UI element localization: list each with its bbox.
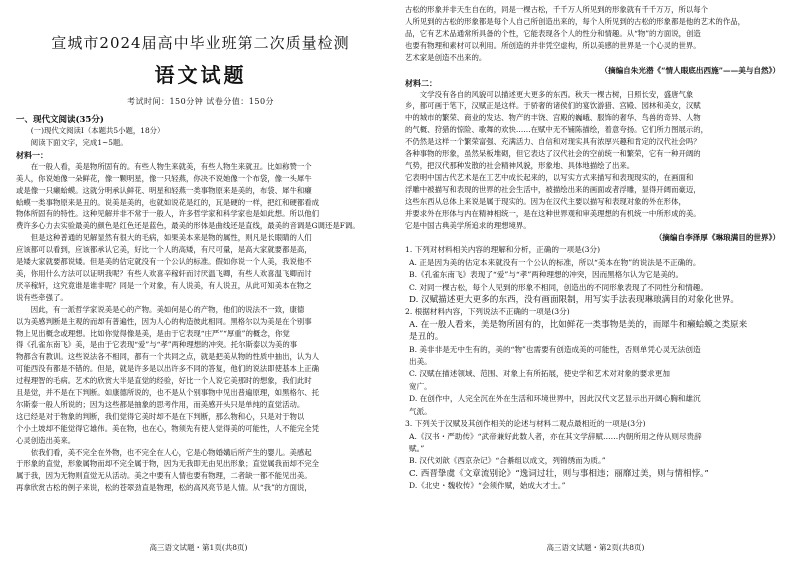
paragraph-line: 艺术家是创造不出来的。: [405, 52, 487, 62]
answer-option: C. 对同一棵古松，每个人见到的形象不相同，创造出的不同形象表现了不同性分和情趣。: [409, 282, 708, 292]
paragraph-line: 因此，有一派哲学家说美是心的产物。美如何是心的产物，他们的说法不一致，康德: [30, 304, 305, 314]
question-list: [405, 244, 780, 492]
material1-body: [16, 161, 385, 494]
paragraph-line: 古松的形象并非天生自在的，同是一棵古松，千千万人所见到的形象就有千千万万，所以每个: [405, 5, 709, 14]
source-citation-2: （摘编自李泽厚《琳琅满目的世界》）: [654, 233, 780, 243]
instruction: 阅读下面文字，完成1~5题。: [30, 137, 128, 147]
answer-option: A.《汉书・严助传》“武帝兼好此数人者，亦在其文学辞赋……内朝所用之侍从则尽贵辞: [409, 431, 702, 441]
paragraph-line: 尔斯泰一般人所说的；因为这些都是抽象的思考作用，而美感开头只是单纯的直觉活动。: [16, 399, 305, 409]
question-stem: 2. 根据材料内容，下列说法不正确的一项是(3分): [405, 307, 570, 317]
paragraph-line: 品，它有艺术品通常所具备的个性，它能表现各个人的性分和情趣。从“物”的方面说，创造: [405, 28, 701, 38]
paragraph-line: 可能西没有都是不错的。但是，就是许多是以出许多不同的答复，他们的说法即使基本上正确: [16, 364, 320, 374]
paragraph-line: 费许多心力去实验最美的颜色是红色还是蓝色，最美的形体是曲线还是直线，最美的音调是G调还是F调。: [16, 221, 360, 231]
paragraph-line: 但是这种普通的见解显然有很大的毛病，如果美本来是物的属性，则凡是长眼睛的人们: [30, 233, 312, 243]
answer-option: 气派。: [409, 406, 432, 416]
paragraph-line: 应该都可以看到，应该都承认它美，好比一个人的高矮，有尺可量，是高大家就要都是高，: [16, 245, 312, 255]
material2-body: [405, 89, 780, 232]
paragraph-line: 的气概、狩猎的惊险、歌舞的欢快……在赋中无不铺陈描绘，着意夸扬。它们所力图展示的，: [405, 125, 709, 135]
answer-option: D. 汉赋描述更大更多的东西，没有画面限制，用写实手法表现琳琅满目的对象化世界。: [409, 295, 740, 306]
paragraph-line: 依我们看，美不完全在外物，也不完全在人心，它是心物婚媾后所产生的婴儿。美感起: [30, 447, 312, 457]
paragraph-line: 属于我，因为无物则直觉无从活动。美之中要有人情也要有物理，二者缺一都不能见出美。: [16, 471, 312, 481]
exam-meta: 考试时间：150分钟 试卷分值：150分: [126, 97, 275, 106]
paragraph-line: 以为美感判断是主观的而却有普遍性，因为人心的构造彼此相同。黑格尔以为美是在个别事: [16, 316, 312, 326]
answer-option: A. 在一般人看来，美是物所固有的，比如鲜花一类事物是美的，而犀牛和癞蛤蟆之类原来: [409, 319, 748, 330]
paragraph-line: 过程理智的毛病。艺术的欣赏大半是直觉的经验，好比一个人说它美那时的想象，我们此时: [16, 376, 312, 386]
paragraph-line: 说有些牵强了。: [16, 292, 68, 302]
paragraph-line: 气势，把汉代那种发散的社会精神风貌，形象地、具体地描绘了出来。: [405, 160, 635, 170]
answer-option: D. 在创作中，人完全沉在外在生活和环境世界中，因此汉代文艺显示出开阔心胸和雄沉: [409, 394, 701, 404]
page-footer-left: 高三语文试题・第1页(共8页): [149, 543, 248, 552]
paragraph-line: 乡，都可画于笔下，汉赋正是这样。于骄奢的诸侯们的宴饮游猎、宫殿、园林和美女，汉赋: [405, 101, 701, 111]
paragraph-line: 在一般人看，美是物所固有的。有些人物生来就美，有些人物生来就丑。比如称赞一个: [30, 161, 312, 171]
answer-option: C. 汉赋在描述领域、范围、对象上有所拓展，使史学和艺术对对象的要求更加: [409, 369, 670, 379]
paragraph-line: 人所见到的古松的形象都是每个人自己所创造出来的，每个人所见到的古松的形象都是他的艺术的作品，: [405, 16, 745, 26]
answer-option: B. 汉代刘歆《西京杂记》“合綦组以成文，列锦绣而为质。”: [409, 456, 606, 466]
answer-option: A. 正是因为美的估定本来就没有一个公认的标准，所以“美本在物”的说法是不正确的。: [409, 257, 701, 267]
paragraph-line: 美人，你说她像一朵鲜花，像一颗明星，像一只轻燕，你决不说她像一个布袋，像一头犀牛: [16, 173, 312, 183]
paragraph-line: 厌辛稼轩，这究竟谁是谁非呢？同是一个对象，有人说美，有人说丑，从此可知美本在物之: [16, 280, 312, 290]
answer-option: B.《孔雀东南飞》表现了“爱”与“孝”两种理想的冲突，因而黑格尔认为它是美的。: [409, 270, 684, 280]
answer-option: 是丑的。: [409, 332, 444, 343]
paragraph-line: 这些东西从总体上来说是属于现实的。因为在汉代主要以描写和表现对象的外在形体，: [405, 196, 686, 206]
paragraph-line: 不仍然是这样一个繁荣富强、充满活力、自信和对现实具有浓厚兴趣和肯定的汉代社会吗？: [405, 137, 701, 147]
source-citation-1: （摘编自朱光潜《“情人眼底出西施”——美与自然》）: [600, 65, 780, 75]
material1-label: 材料一：: [16, 149, 48, 160]
paragraph-line: 浮雕中被描写和表现的世界的社会生活中，被描绘出来的画面或者浮雕，显得开阔而豪迈，: [405, 184, 701, 194]
subsection-heading: (一)现代文阅读Ⅰ（本题共5小题，18分）: [30, 126, 165, 135]
paragraph-line: 或是像一只癞蛤蟆。这就分明承认鲜花、明星和轻燕一类事物原来是美的，布袋、犀牛和癞: [16, 185, 312, 195]
paragraph-line: 物体所固有的特性。这种见解并非不常于一般人，许多哲学家和科学家也是如此想。所以他们: [16, 209, 320, 219]
paragraph-line: 它是中国古典美学所追求的理想境界。: [405, 220, 531, 230]
paragraph-line: 文学没有各自的风貌可以描述更大更多的东西。秋天一棵古树，日照长安，盛唐气象: [419, 89, 694, 99]
paragraph-line: 它表明中国古代艺术是在工艺中成长起来的，以写实方式来描写和表现现实的，在画面和: [405, 172, 694, 182]
question-stem: 3. 下列关于汉赋及其创作相关的论述与材料二观点最相近的一项是(3分): [405, 419, 646, 429]
paragraph-line: 是矮大家就要都说矮。但是美的估定就没有一个公认的标准。假如你说一个人美，我说他不: [16, 257, 312, 267]
section-heading: 一、现代文阅读(35分): [16, 115, 104, 125]
answer-option: D.《北史・魏收传》“会须作赋，始成大才士。”: [409, 481, 566, 491]
answer-option: 赋。”: [409, 443, 425, 453]
paragraph-line: 物上见出概念或理想。比如你觉得像是美，是由于它表现“庄严”“厚重”的概念，你觉: [16, 328, 290, 338]
paragraph-line: 于形象的直觉，形象属物而却不完全属于物，因为无我即无由见出形象；直觉属我而却不完全: [16, 459, 320, 469]
paragraph-line: 再拿欣赏古松的例子来说，松的苍翠劲直是物理，松的高风亮节是人情。从“我”的方面说，: [16, 483, 312, 493]
material1-continued: [405, 4, 780, 64]
paragraph-line: 美，你用什么方法可以证明我呢？有些人欢喜辛稼轩而讨厌温飞卿，有些人欢喜温飞卿而讨: [16, 268, 312, 278]
paragraph-line: 个小土坡却不能觉得它雄伟。美在物，也在心，物须先有使人觉得美的可能性，人不能完全凭: [16, 423, 320, 433]
paragraph-line: 中的城市的繁荣、商业的发达、物产的丰饶、宫殿的巍峨、服饰的奢华、鸟兽的奇异、人物: [405, 113, 701, 123]
material2-label: 材料二：: [405, 77, 437, 88]
answer-option: C. 西晋挚虞《文章流别论》“逸词过壮，则与事相违；丽靡过美，则与情相悖。”: [409, 468, 709, 479]
question-stem: 1. 下列对材料相关内容的理解和分析，正确的一项是(3分): [405, 245, 601, 255]
paragraph-line: 各种事物的形象，虽然呆板堆砌，但它表达了汉代社会的空前统一和繁荣，它有一种开阔的: [405, 149, 701, 159]
paragraph-line: 蛤蟆一类事物原来是丑的。说美是美的，也就如说花是红的，瓦是硬的一样，把红和硬都看成: [16, 197, 320, 207]
answer-option: 出美。: [409, 357, 432, 367]
subject-title: 语文试题: [154, 63, 247, 87]
paragraph-line: 这已经是对于物象的判断，我们觉得它美时却不是在下判断，那么物和心，只是对于物以: [16, 411, 305, 421]
answer-option: B. 美非非是无中生有的，美的“物”也需要有创造成美的可能性，否则单凭心灵无法创造: [409, 344, 701, 354]
paragraph-line: 得《孔雀东南飞》美，是由于它表现“爱”与“孝”两种理想的冲突。托尔斯泰以为美的事: [16, 340, 298, 350]
paragraph-line: 也要有物理和素材可以利用。所创造的并非凭空虚构，所以美感的世界是一个心灵的世界。: [405, 40, 701, 50]
answer-option: 宽广。: [409, 381, 432, 391]
page-footer-right: 高三语文试题・第2页(共8页): [546, 543, 645, 552]
page-right: [397, 0, 794, 561]
paragraph-line: 并要求外在形体与内在精神相统一，是在这种世界观和审美理想的有机统一中所形成的美。: [405, 208, 701, 218]
paragraph-line: 心灵创造出美来。: [16, 435, 76, 445]
paragraph-line: 且是觉，并不是在下判断。如康德所说的，也不是从个别事物中见出普遍原理，如黑格尔、托: [16, 388, 320, 398]
exam-title: 宣城市2024届高中毕业班第二次质量检测: [51, 34, 350, 52]
paragraph-line: 物都含有教训。这些说法各不相同，都有一个共同之点，就是把美从物的性质中抽出，认为人: [16, 352, 320, 362]
